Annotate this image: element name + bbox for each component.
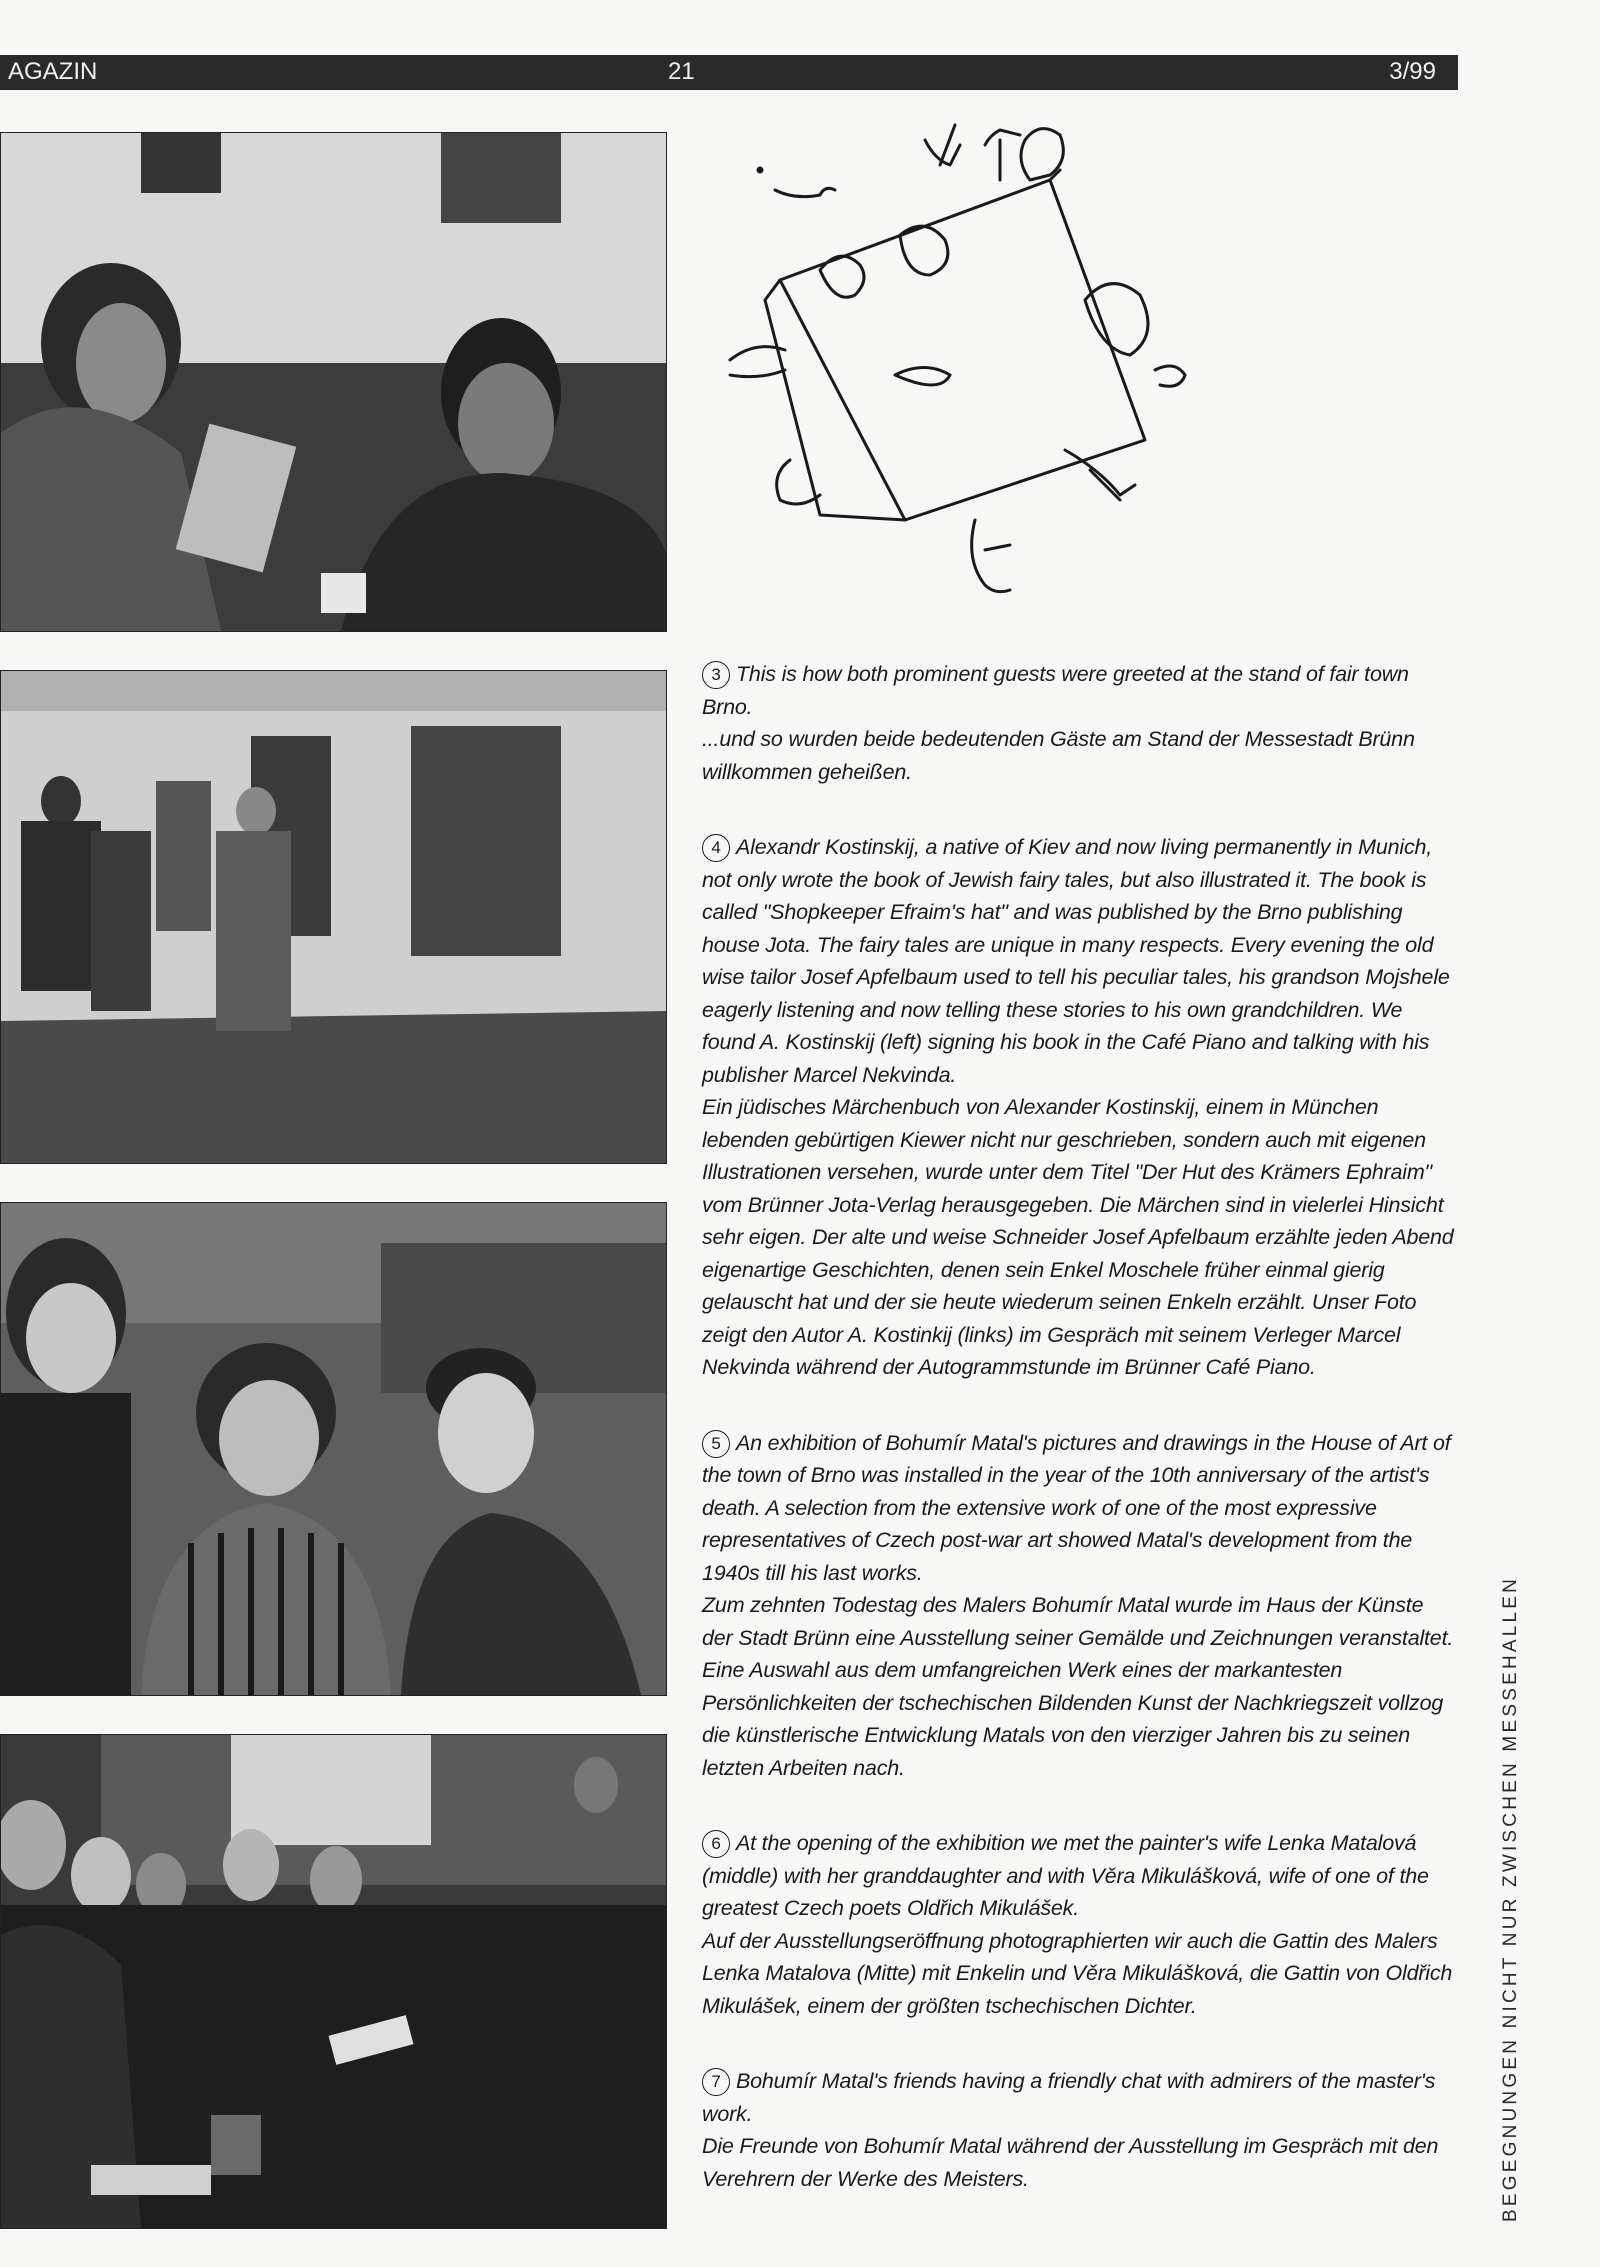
caption-7-english: 7 Bohumír Matal's friends having a friendly chat with admirers of the master's work. — [702, 2069, 1436, 2126]
caption-3-english: 3 This is how both prominent guests were greeted at the stand of fair town Brno. — [702, 662, 1409, 719]
caption-number-3: 3 — [702, 661, 730, 689]
caption-6-english: 6 At the opening of the exhibition we met the painter's wife Lenka Matalová (middle) with her granddaughter and with Věra Mikulášková, wife of one of the greatest Czech poets Oldřich Mikulášek. — [702, 1831, 1429, 1920]
captions-column — [702, 658, 1458, 2238]
caption-3-german: ...und so wurden beide bedeutenden Gäste am Stand der Messestadt Brünn willkommen geheißen. — [702, 727, 1415, 784]
caption-4 — [702, 831, 1458, 1384]
caption-number-6: 6 — [702, 1830, 730, 1858]
caption-number-5: 5 — [702, 1430, 730, 1458]
caption-3 — [702, 658, 1458, 788]
caption-5-german: Zum zehnten Todestag des Malers Bohumír Matal wurde im Haus der Künste der Stadt Brünn eine Ausstellung seiner Gemälde und Zeichnungen veranstaltet. Eine Auswahl aus dem umfangreichen Werk eines der markantesten Persönlichkeiten der tschechischen Bildenden Kunst der Nachkriegszeit vollzog die künstlerische Entwicklung Matals von den vierziger Jahren bis zu seinen letzten Arbeiten nach. — [702, 1593, 1454, 1780]
caption-4-german: Ein jüdisches Märchenbuch von Alexander Kostinskij, einem in München lebenden gebürtigen Kiewer nicht nur geschrieben, sondern auch mit eigenen Illustrationen versehen, wurde unter dem Titel "Der Hut des Krämers Ephraim" vom Brünner Jota-Verlag herausgegeben. Die Märchen sind in vielerlei Hinsicht sehr eigen. Der alte und weise Schneider Josef Apfelbaum erzählte jeden Abend eigenartige Geschichten, denen sein Enkel Moschele früher einmal gierig gelauscht hat und der sie heute wiederum seinen Enkeln erzählt. Unser Foto zeigt den Autor A. Kostinkij (links) im Gespräch mit seinem Verleger Marcel Nekvinda während der Autogrammstunde im Brünner Café Piano. — [702, 1095, 1454, 1379]
section-side-label: BEGEGNUNGEN NICHT NUR ZWISCHEN MESSEHALLEN — [1500, 1575, 1521, 2222]
caption-7-german: Die Freunde von Bohumír Matal während der Ausstellung im Gespräch mit den Verehrern der Werke des Meisters. — [702, 2134, 1439, 2191]
caption-6-german: Auf der Ausstellungseröffnung photographierten wir auch die Gattin des Malers Lenka Matalova (Mitte) mit Enkelin und Věra Mikulášková, die Gattin von Oldřich Mikulášek, einem der größten tschechischen Dichter. — [702, 1928, 1453, 2018]
magazine-name: AGAZIN — [8, 58, 98, 85]
caption-4-english: 4 Alexandr Kostinskij, a native of Kiev and now living permanently in Munich, not only wrote the book of Jewish fairy tales, but also illustrated it. The book is called "Shopkeeper Efraim's hat" and was published by the Brno publishing house Jota. The fairy tales are unique in many respects. Every evening the old wise tailor Josef Apfelbaum used to tell his peculiar tales, his grandson Mojshele eagerly listening and now telling these stories to his own grandchildren. We found A. Kostinskij (left) signing his book in the Café Piano and talking with his publisher Marcel Nekvinda. — [702, 835, 1450, 1087]
page-number: 21 — [668, 58, 695, 85]
caption-number-4: 4 — [702, 834, 730, 862]
photo-matalova-guests — [0, 1202, 667, 1696]
caption-7 — [702, 2065, 1458, 2195]
caption-number-7: 7 — [702, 2068, 730, 2096]
caption-5-english: 5 An exhibition of Bohumír Matal's pictures and drawings in the House of Art of the town of Brno was installed in the year of the 10th anniversary of the artist's death. A selection from the extensive work of one of the most expressive representatives of Czech post-war art showed Matal's development from the 1940s till his last works. — [702, 1430, 1451, 1585]
page-header — [0, 55, 1458, 90]
photo-friends-chat — [0, 1734, 667, 2229]
issue-number: 3/99 — [1389, 58, 1436, 85]
photo-gallery-exhibition — [0, 670, 667, 1164]
kostinskij-cube-illustration — [715, 120, 1315, 610]
photo-kostinskij-signing — [0, 132, 667, 632]
caption-5 — [702, 1427, 1458, 1785]
caption-6 — [702, 1827, 1458, 2022]
